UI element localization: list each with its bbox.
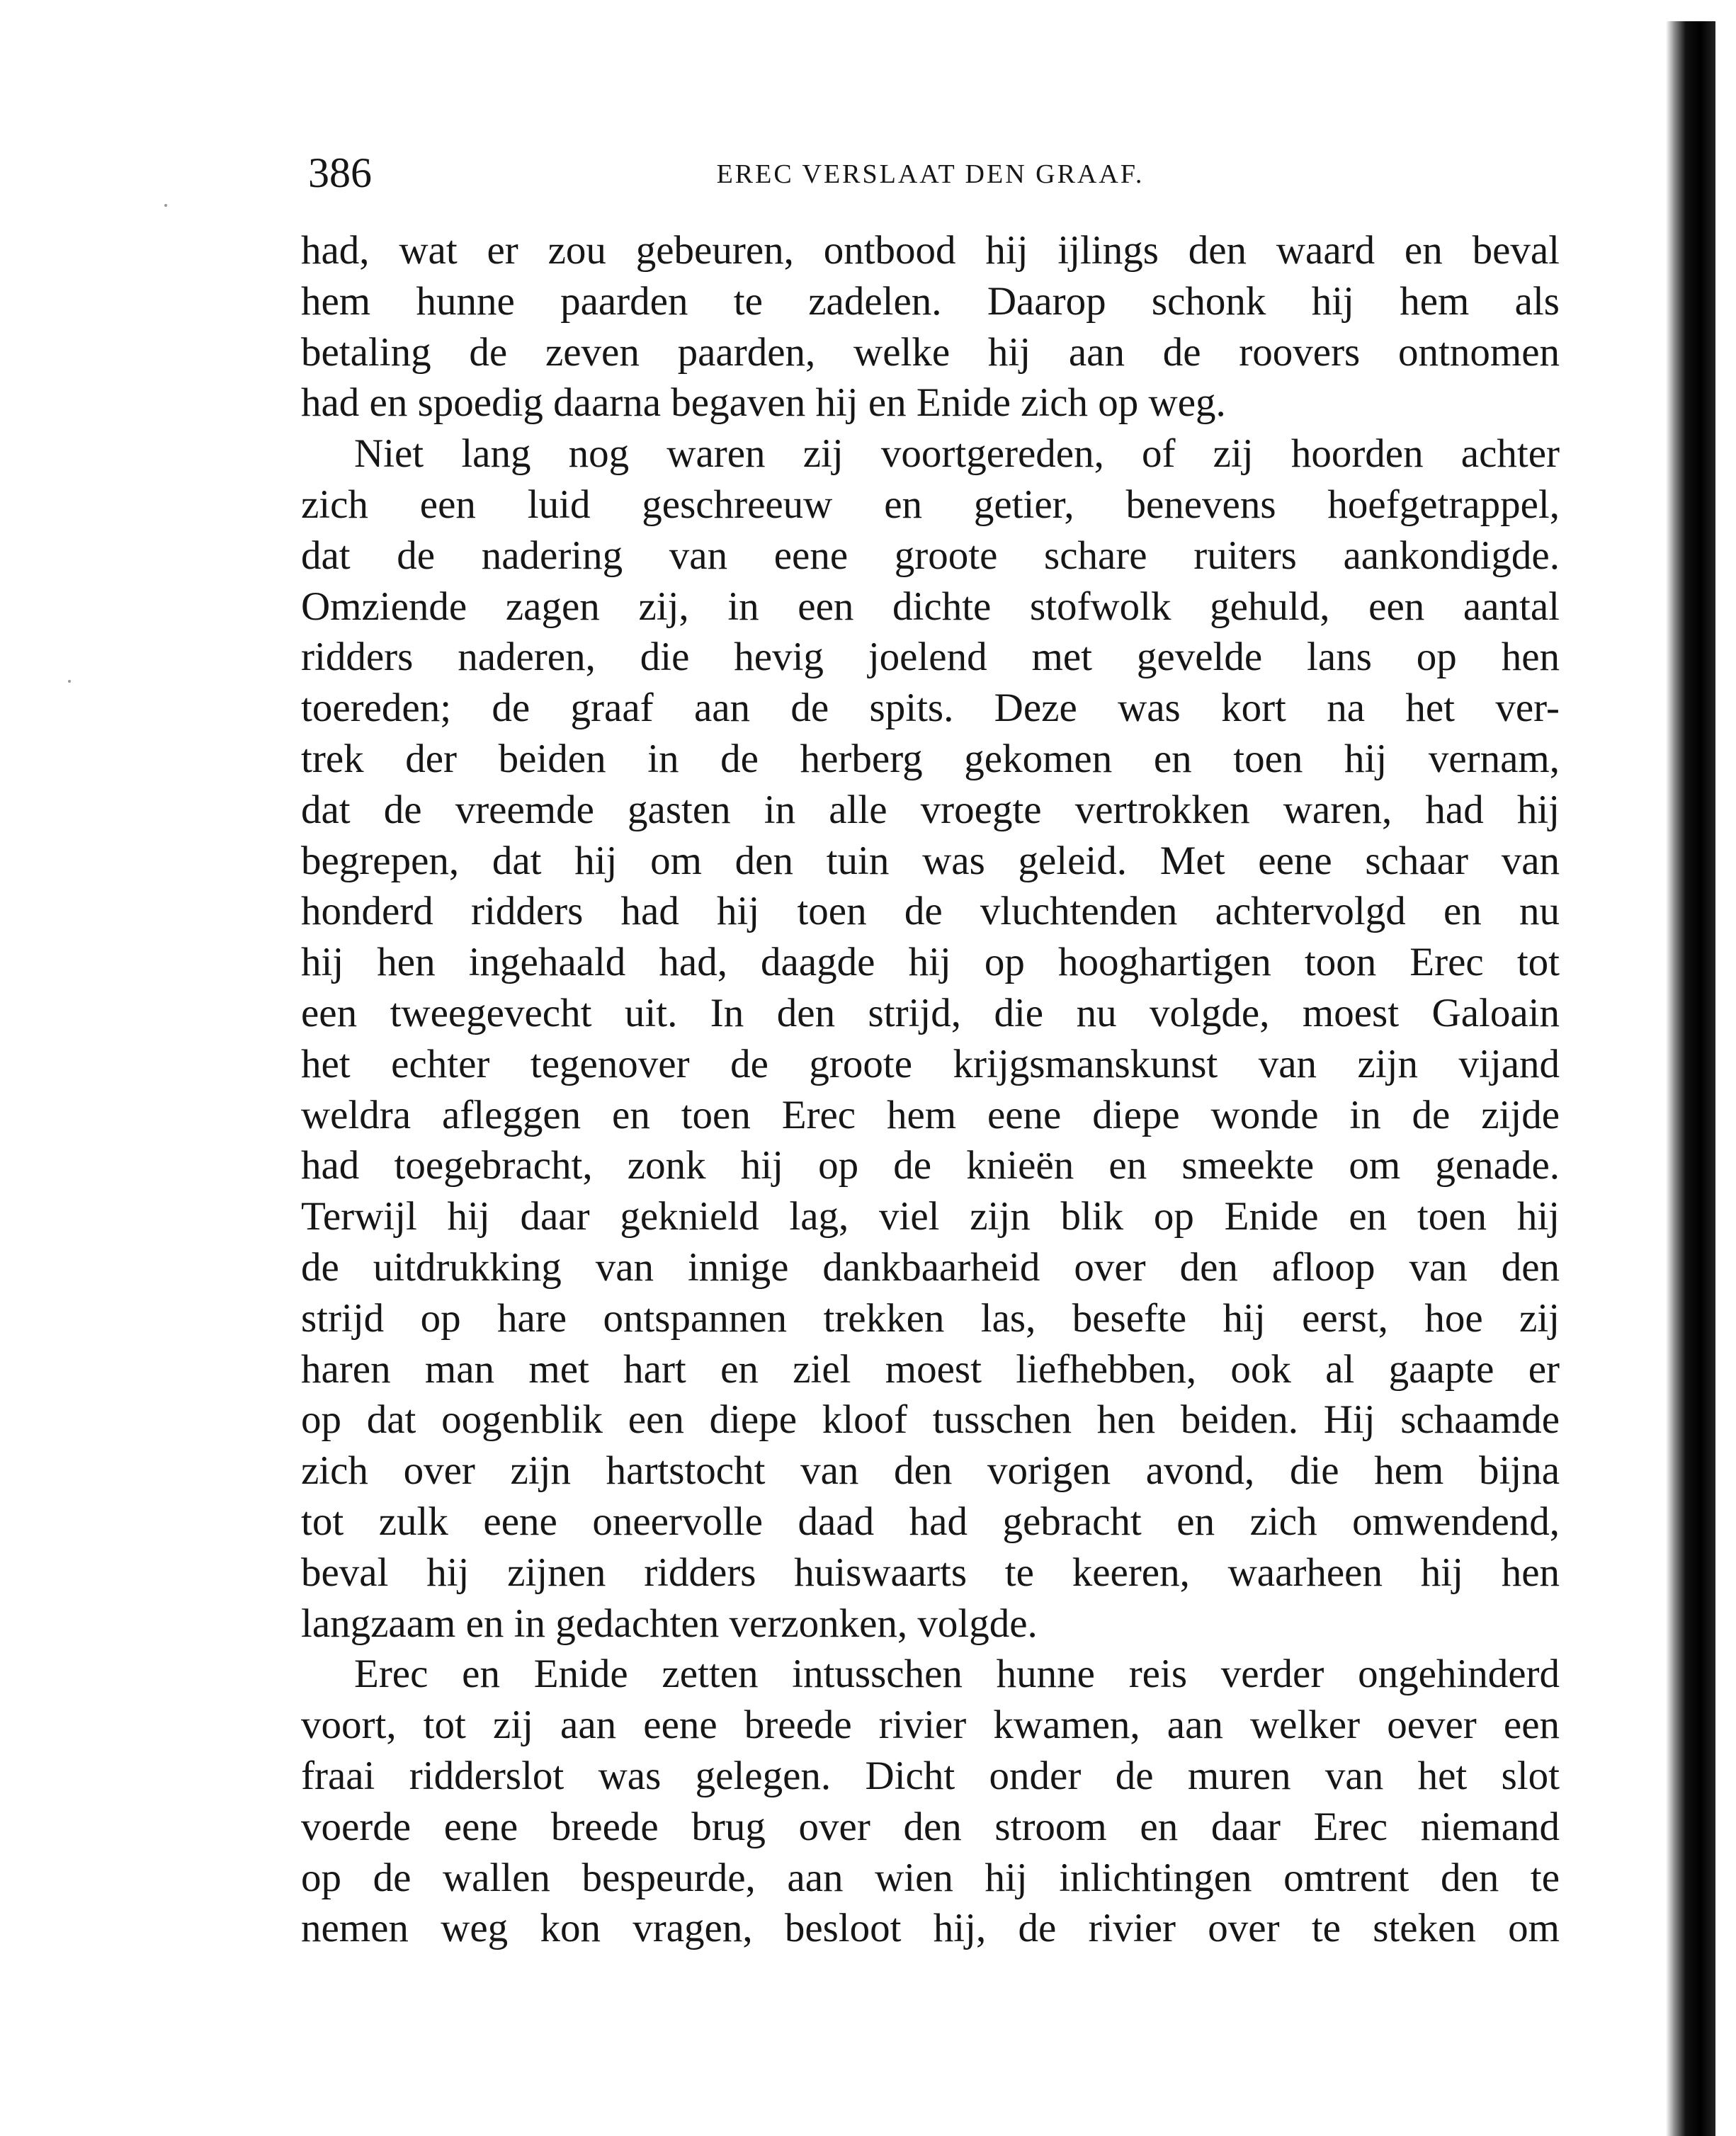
running-title: EREC VERSLAAT DEN GRAAF. (716, 159, 1145, 189)
text-line: Omziende zagen zij, in een dichte stofwolk gehuld, een aantal (301, 584, 1560, 629)
body-text (301, 225, 1560, 1954)
text-line: voort, tot zij aan eene breede rivier kwamen, aan welker oever een (301, 1703, 1560, 1748)
text-line: hem hunne paarden te zadelen. Daarop schonk hij hem als (301, 278, 1560, 324)
text-line: had en spoedig daarna begaven hij en Enide zich op weg. (301, 380, 1226, 426)
text-line: nemen weg kon vragen, besloot hij, de rivier over te steken om (301, 1906, 1560, 1951)
scan-edge-shadow (1666, 21, 1715, 2136)
text-line: toereden; de graaf aan de spits. Deze was kort na het ver- (301, 686, 1560, 731)
text-line: tot zulk eene oneervolle daad had gebracht en zich omwendend, (301, 1499, 1560, 1544)
text-line: op de wallen bespeurde, aan wien hij inlichtingen omtrent den te (301, 1855, 1560, 1900)
text-line: trek der beiden in de herberg gekomen en toen hij vernam, (301, 736, 1560, 781)
text-line: Terwijl hij daar geknield lag, viel zijn blik op Enide en toen hij (301, 1194, 1560, 1239)
text-line: had toegebracht, zonk hij op de knieën en smeekte om genade. (301, 1143, 1560, 1188)
text-line: fraai ridderslot was gelegen. Dicht onder de muren van het slot (301, 1753, 1560, 1798)
text-line: betaling de zeven paarden, welke hij aan de roovers ontnomen (301, 329, 1560, 375)
text-line: de uitdrukking van innige dankbaarheid over den afloop van den (301, 1244, 1560, 1290)
text-line: een tweegevecht uit. In den strijd, die nu volgde, moest Galoain (301, 990, 1560, 1035)
page-header (301, 149, 1560, 198)
text-line: weldra afleggen en toen Erec hem eene diepe wonde in de zijde (301, 1092, 1560, 1137)
text-line: ridders naderen, die hevig joelend met gevelde lans op hen (301, 635, 1560, 680)
scan-speck (68, 680, 71, 683)
text-line: haren man met hart en ziel moest liefhebben, ook al gaapte er (301, 1346, 1560, 1392)
text-line: dat de vreemde gasten in alle vroegte vertrokken waren, had hij (301, 787, 1560, 832)
text-line: beval hij zijnen ridders huiswaarts te keeren, waarheen hij hen (301, 1550, 1560, 1595)
text-line: begrepen, dat hij om den tuin was geleid. Met eene schaar van (301, 838, 1560, 883)
text-line: strijd op hare ontspannen trekken las, besefte hij eerst, hoe zij (301, 1295, 1560, 1341)
text-line: voerde eene breede brug over den stroom en daar Erec niemand (301, 1804, 1560, 1849)
text-line: langzaam en in gedachten verzonken, volgde. (301, 1601, 1038, 1646)
text-line: zich over zijn hartstocht van den vorigen avond, die hem bijna (301, 1448, 1560, 1494)
text-line: Erec en Enide zetten intusschen hunne reis verder ongehinderd (354, 1652, 1560, 1697)
text-line: het echter tegenover de groote krijgsmanskunst van zijn vijand (301, 1041, 1560, 1086)
text-line: hij hen ingehaald had, daagde hij op hooghartigen toon Erec tot (301, 940, 1560, 985)
text-line: honderd ridders had hij toen de vluchtenden achtervolgd en nu (301, 889, 1560, 934)
text-line: zich een luid geschreeuw en getier, benevens hoefgetrappel, (301, 482, 1560, 527)
text-line: had, wat er zou gebeuren, ontbood hij ijlings den waard en beval (301, 228, 1560, 273)
text-line: op dat oogenblik een diepe kloof tusschen hen beiden. Hij schaamde (301, 1397, 1560, 1443)
scan-speck (164, 204, 167, 207)
text-line: Niet lang nog waren zij voortgereden, of zij hoorden achter (354, 431, 1560, 477)
text-line: dat de nadering van eene groote schare ruiters aankondigde. (301, 533, 1560, 578)
page-number: 386 (308, 149, 372, 196)
